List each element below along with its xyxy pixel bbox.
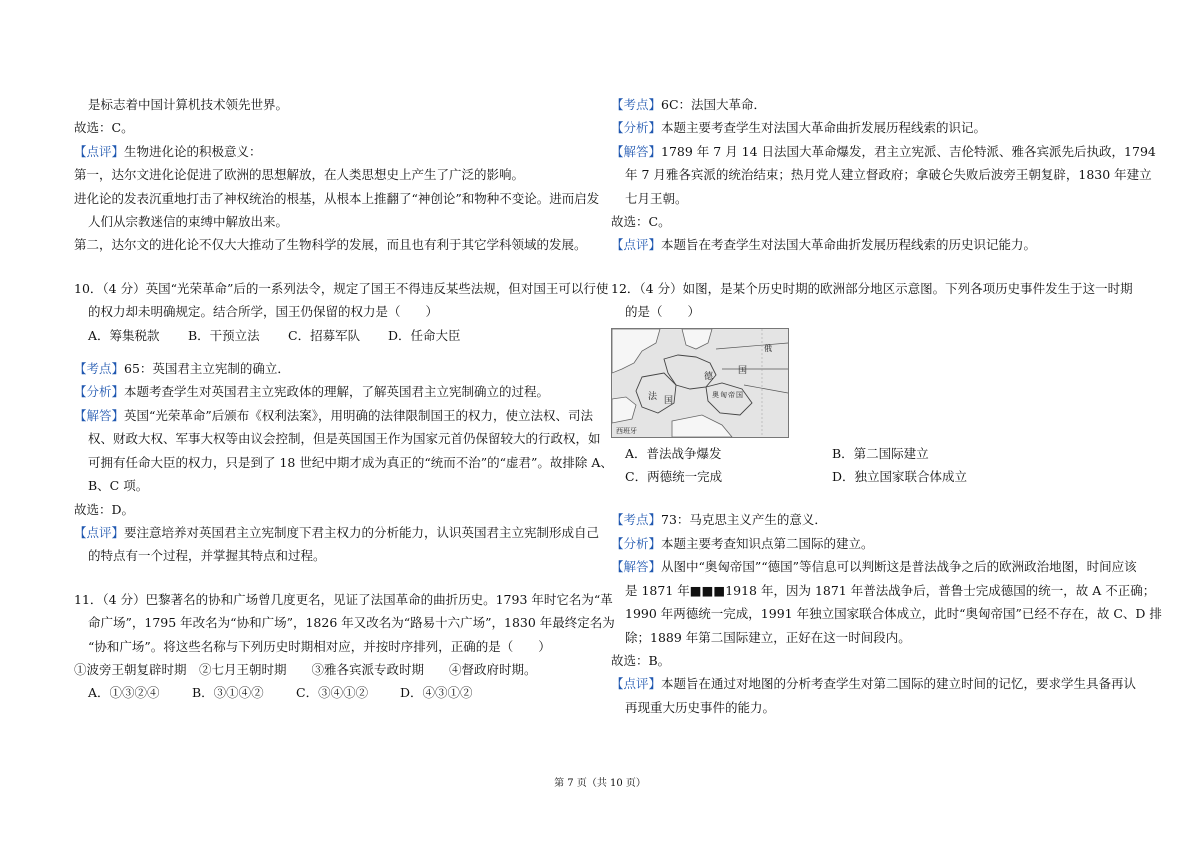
- fenxi-text: 本题主要考查学生对法国大革命曲折发展历程线索的识记。: [661, 120, 987, 136]
- dianping-text: 本题旨在考查学生对法国大革命曲折发展历程线索的历史识记能力。: [661, 237, 1037, 253]
- dianping-text: 生物进化论的积极意义：: [124, 143, 262, 159]
- dianping-text: 本题旨在通过对地图的分析考查学生对第二国际的建立时间的记忆，要求学生具备再认: [661, 676, 1137, 692]
- jieda-text: 1990 年两德统一完成，1991 年独立国家联合体成立，此时“奥匈帝国”已经不存在，故 C、D 排: [625, 606, 1162, 622]
- text-line: 第一，达尔文进化论促进了欧洲的思想解放，在人类思想史上产生了广泛的影响。: [74, 167, 525, 183]
- fenxi-tag: 【分析】: [611, 535, 662, 551]
- jieda-text: 年 7 月雅各宾派的统治结束；热月党人建立督政府；拿破仑失败后波旁王朝复辟，1830 年建立: [625, 167, 1152, 183]
- fenxi-line: [611, 532, 1131, 555]
- map-label: 国: [736, 390, 743, 399]
- question-12: [611, 277, 1162, 719]
- map-label: 西班牙: [616, 426, 637, 435]
- jieda-tag: 【解答】: [611, 559, 662, 575]
- jieda-text: B、C 项。: [88, 478, 149, 494]
- jieda-text: 七月王朝。: [625, 190, 688, 206]
- question-stem: 12．（4 分）如图，是某个历史时期的欧洲部分地区示意图。下列各项历史事件发生于这一时期: [611, 280, 1133, 296]
- answer-line: 故选：D。: [74, 501, 135, 517]
- map-label: 国: [664, 395, 674, 406]
- option-a: A．普法战争爆发: [625, 445, 722, 461]
- map-label: 奥: [712, 390, 719, 399]
- fenxi-tag: 【分析】: [74, 384, 125, 400]
- question-stem: 11．（4 分）巴黎著名的协和广场曾几度更名，见证了法国革命的曲折历史。1793 年时它名为“革: [74, 591, 613, 607]
- question-stem: 命广场”，1795 年改名为“协和广场”，1826 年又改名为“路易十六广场”，1830 年最终定名为: [88, 615, 615, 631]
- option-b: B．干预立法: [188, 327, 260, 343]
- jieda-text: 可拥有任命大臣的权力，只是到了 18 世纪中期才成为真正的“统而不治”的“虚君”。故排除 A、: [88, 454, 613, 470]
- jieda-text: 权、财政大权、军事大权等由议会控制，但是英国国王作为国家元首仍保留较大的行政权，如: [88, 431, 601, 447]
- dianping-tag: 【点评】: [74, 524, 125, 540]
- text-line: 是标志着中国计算机技术领先世界。: [88, 97, 289, 112]
- option-a: A．①③②④: [88, 685, 160, 701]
- dianping-tag: 【点评】: [74, 143, 125, 159]
- fenxi-text: 本题考查学生对英国君主立宪政体的理解，了解英国君主立宪制确立的过程。: [124, 384, 550, 400]
- option-b: B．③①④②: [192, 685, 264, 701]
- option-d: D．④③①②: [400, 685, 473, 701]
- jieda-text: 是 1871 年■■■1918 年，因为 1871 年普法战争后，普鲁士完成德国的统一，故 A 不正确；: [625, 582, 1156, 598]
- dianping-tag: 【点评】: [611, 237, 662, 253]
- question-11: [74, 588, 615, 705]
- dianping-line: [611, 233, 1131, 256]
- option-c: C．③④①②: [296, 685, 369, 701]
- option-d: D．独立国家联合体成立: [832, 469, 968, 485]
- map-label: 德: [704, 371, 714, 382]
- map-label: 俄: [764, 343, 772, 353]
- option-b: B．第二国际建立: [832, 445, 929, 461]
- right-column: [611, 93, 1162, 719]
- dianping-tag: 【点评】: [611, 676, 662, 692]
- kaodian-text: 6C：法国大革命．: [661, 97, 767, 112]
- option-c: C．招募军队: [288, 327, 361, 343]
- fenxi-tag: 【分析】: [611, 120, 662, 136]
- dianping-text: 的特点有一个过程，并掌握其特点和过程。: [88, 548, 326, 564]
- map-label: 帝: [728, 390, 735, 399]
- kaodian-line: [611, 508, 1131, 531]
- europe-map-image: [611, 328, 789, 438]
- question-stem: 的是（ ）: [625, 304, 701, 320]
- dianping-line: [74, 521, 600, 544]
- jieda-line: [611, 140, 1156, 163]
- question-items: ①波旁王朝复辟时期 ②七月王朝时期 ③雅各宾派专政时期 ④督政府时期。: [74, 661, 537, 677]
- option-d: D．任命大臣: [388, 327, 461, 343]
- jieda-tag: 【解答】: [74, 407, 125, 423]
- jieda-line: [611, 555, 1137, 578]
- fenxi-line: [611, 116, 1131, 139]
- jieda-text: 英国“光荣革命”后颁布《权利法案》，用明确的法律限制国王的权力，使立法权、司法: [124, 407, 594, 423]
- option-grid: [611, 442, 1131, 489]
- option-row: [74, 681, 594, 704]
- page-footer: 第 7 页（共 10 页）: [554, 778, 646, 789]
- map-label: 匈: [720, 390, 727, 399]
- kaodian-tag: 【考点】: [611, 512, 662, 528]
- dianping-line: [611, 672, 1137, 695]
- text-line: 第二，达尔文的进化论不仅大大推动了生物科学的发展，而且也有利于其它学科领域的发展。: [74, 237, 587, 253]
- jieda-text: 除；1889 年第二国际建立，正好在这一时间段内。: [625, 629, 911, 645]
- answer-line: 故选：B。: [611, 652, 671, 668]
- kaodian-tag: 【考点】: [611, 97, 662, 112]
- fenxi-line: [74, 380, 594, 403]
- option-a: A．筹集税款: [88, 327, 160, 343]
- question-stem: 10．（4 分）英国“光荣革命”后的一系列法令，规定了国王不得违反某些法规，但对国王可以行使: [74, 280, 609, 296]
- dianping-line: [74, 140, 594, 163]
- option-row: [74, 324, 594, 347]
- option-c: C．两德统一完成: [625, 469, 723, 485]
- fenxi-text: 本题主要考查知识点第二国际的建立。: [661, 535, 874, 551]
- question-stem: “协和广场”。将这些名称与下列历史时期相对应，并按时序排列，正确的是（ ）: [88, 638, 551, 654]
- kaodian-tag: 【考点】: [74, 361, 125, 377]
- kaodian-line: [611, 93, 1131, 116]
- kaodian-text: 73：马克思主义产生的意义．: [661, 512, 827, 528]
- answer-line: 故选：C。: [611, 214, 671, 230]
- text-line: 进化论的发表沉重地打击了神权统治的根基，从根本上推翻了“神创论”和物种不变论。进而启发: [74, 190, 600, 206]
- map-label: 法: [648, 391, 658, 402]
- europe-map-svg: [612, 329, 788, 437]
- text-line: 人们从宗教迷信的束缚中解放出来。: [88, 214, 289, 230]
- dianping-text: 再现重大历史事件的能力。: [625, 699, 776, 715]
- answer-line: 故选：C。: [74, 120, 134, 136]
- jieda-text: 从图中“奥匈帝国”“德国”等信息可以判断这是普法战争之后的欧洲政治地图，时间应该: [661, 559, 1137, 575]
- question-11-analysis: [611, 93, 1156, 257]
- question-10: [74, 277, 613, 568]
- kaodian-line: [74, 357, 594, 380]
- jieda-line: [74, 404, 594, 427]
- kaodian-text: 65：英国君主立宪制的确立．: [124, 361, 290, 377]
- map-label: 国: [738, 365, 748, 376]
- jieda-text: 1789 年 7 月 14 日法国大革命爆发，君主立宪派、吉伦特派、雅各宾派先后执政，1794: [661, 143, 1156, 159]
- dianping-text: 要注意培养对英国君主立宪制度下君主权力的分析能力，认识英国君主立宪制形成自己: [124, 524, 600, 540]
- jieda-tag: 【解答】: [611, 143, 662, 159]
- question-stem: 的权力却未明确规定。结合所学，国王仍保留的权力是（ ）: [88, 304, 439, 320]
- left-column: [74, 93, 615, 705]
